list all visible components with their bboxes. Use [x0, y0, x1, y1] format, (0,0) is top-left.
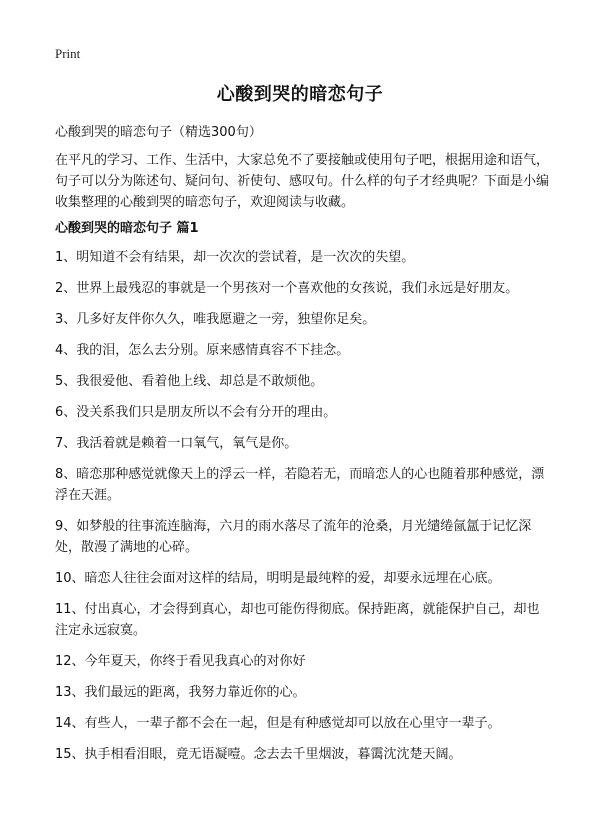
- list-item: 4、我的泪，怎么去分别。原来感情真容不下挂念。: [55, 343, 350, 358]
- document-subtitle: 心酸到哭的暗恋句子（精选300句）: [55, 125, 262, 140]
- list-item: 9、如梦般的往事流连脑海，六月的雨水落尽了流年的沧桑，月光缱绻氤氲于记忆深处，散漫了满地的心碎。: [55, 519, 532, 555]
- list-item: 3、几多好友伴你久久，唯我愿避之一旁，独望你足矣。: [55, 312, 376, 327]
- list-item: 2、世界上最残忍的事就是一个男孩对一个喜欢他的女孩说，我们永远是好朋友。: [55, 281, 519, 296]
- page-title: 心酸到哭的暗恋句子: [216, 84, 384, 105]
- section-heading: 心酸到哭的暗恋句子 篇1: [55, 221, 199, 236]
- sentence-list: [55, 247, 550, 775]
- list-item: 8、暗恋那种感觉就像天上的浮云一样，若隐若无，而暗恋人的心也随着那种感觉，漂浮在天涯。: [55, 467, 545, 503]
- list-item: 12、今年夏天，你终于看见我真心的对你好: [55, 654, 306, 669]
- list-item: 10、暗恋人往往会面对这样的结局，明明是最纯粹的爱，却要永远埋在心底。: [55, 571, 501, 586]
- intro-paragraph: 在平凡的学习、工作、生活中，大家总免不了要接触或使用句子吧，根据用途和语气，句子可以分为陈述句、疑问句、祈使句、感叹句。什么样的句子才经典呢？下面是小编收集整理的心酸到哭的暗恋句子，欢迎阅读与收藏。: [55, 153, 550, 210]
- list-item: 13、我们最远的距离，我努力靠近你的心。: [55, 685, 306, 700]
- print-link[interactable]: Print: [55, 46, 81, 61]
- list-item: 11、付出真心，才会得到真心，却也可能伤得彻底。保持距离，就能保护自己，却也注定永远寂寞。: [55, 602, 540, 638]
- list-item: 7、我活着就是赖着一口氧气，氧气是你。: [55, 436, 298, 451]
- list-item: 15、执手相看泪眼，竟无语凝噎。念去去千里烟波，暮霭沈沈楚天阔。: [55, 747, 462, 762]
- list-item: 6、没关系我们只是朋友所以不会有分开的理由。: [55, 405, 337, 420]
- list-item: 1、明知道不会有结果，却一次次的尝试着，是一次次的失望。: [55, 250, 415, 265]
- list-item: 14、有些人，一辈子都不会在一起，但是有种感觉却可以放在心里守一辈子。: [55, 716, 501, 731]
- list-item: 5、我很爱他、看着他上线、却总是不敢烦他。: [55, 374, 324, 389]
